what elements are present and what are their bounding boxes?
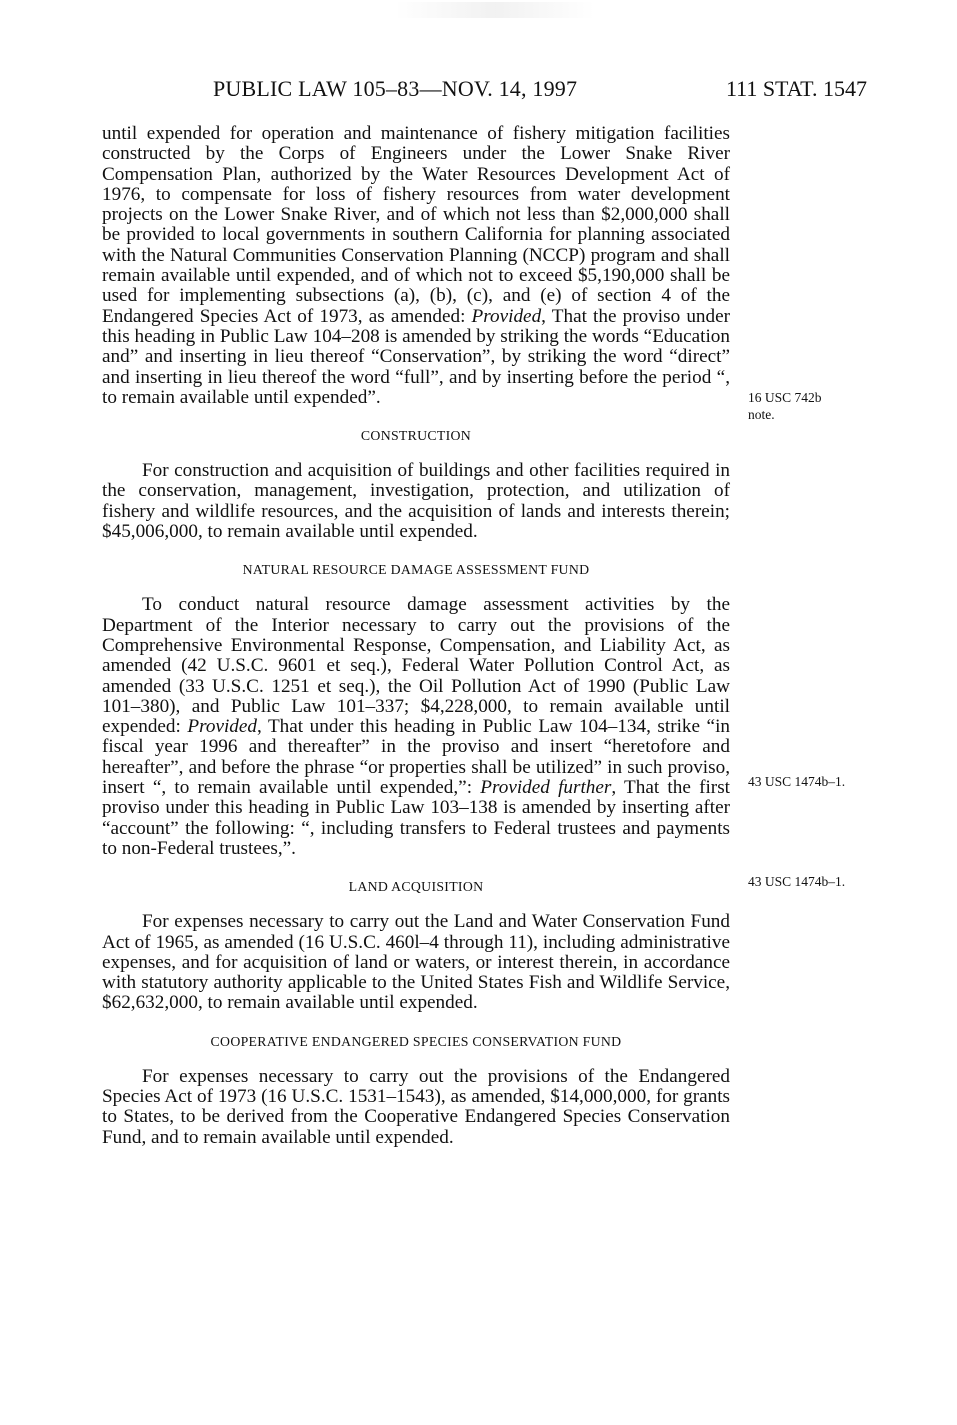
text-run: To conduct natural resource damage assessment activities by the Department of the Interior necessary to carry out the provisions of the Comprehensive Environmental Response, Compensation, and Liability Act, as amended (42 U.S.C. 9601 et seq.), Federal Water Pollution Control Act, as amended (33 U.S.C. 1251 et seq.), the Oil Pollution Act of 1990 (Public Law 101–380), and Public Law 101–337; $4,228,000, to remain available until expended: (102, 594, 730, 738)
provided-further-italic: Provided further (480, 777, 612, 799)
section-heading-cooperative-fund: COOPERATIVE ENDANGERED SPECIES CONSERVATION FUND (210, 1033, 622, 1049)
margin-note-16usc742b (748, 389, 822, 423)
section-heading-nrda: NATURAL RESOURCE DAMAGE ASSESSMENT FUND (242, 562, 590, 578)
nrda-paragraph (102, 595, 730, 859)
section-heading-land-acquisition: LAND ACQUISITION (348, 879, 484, 895)
text-run: until expended for operation and maintenance of fishery mitigation facilities constructed by the Corps of Engineers under the Lower Snake River Compensation Plan, authorized by the Water Resources Development Act of 1976, to compensate for loss of fishery resources from water development projects on the Lower Snake River, and of which not less than $2,000,000 shall be provided to local governments in southern California for planning associated with the Natural Communities Conservation Planning (NCCP) program and shall remain available until expended, and of which not to exceed $5,190,000 shall be used for implementing subsections (a), (b), (c), and (e) of section 4 of the Endangered Species Act of 1973, as amended: (102, 123, 730, 327)
margin-note-line: 16 USC 742b (748, 390, 822, 405)
provided-italic: Provided (471, 305, 542, 327)
cooperative-fund-paragraph: For expenses necessary to carry out the provisions of the Endangered Species Act of 1973 (16 U.S.C. 1531–1543), as amended, $14,000,000, for grants to States, to be derived from the Cooperative Endangered Species Conservation Fund, and to remain available until expended. (102, 1065, 730, 1148)
land-acquisition-paragraph: For expenses necessary to carry out the Land and Water Conservation Fund Act of 1965, as amended (16 U.S.C. 460l–4 through 11), including administrative expenses, and for acquisition of land or waters, or interest therein, in accordance with statutory authority applicable to the United States Fish and Wildlife Service, $62,632,000, to remain available until expended. (102, 911, 730, 1014)
running-header (0, 76, 957, 106)
header-law-citation: PUBLIC LAW 105–83—NOV. 14, 1997 (213, 76, 578, 101)
section-heading-construction: CONSTRUCTION (360, 428, 472, 444)
margin-note-43usc1474b-1-second: 43 USC 1474b–1. (748, 874, 846, 889)
continuation-paragraph (102, 124, 730, 408)
text-run: , That under this heading in Public Law 104–134, strike “in fiscal year 1996 and thereafter” in the proviso and insert “heretofore and hereafter”, and before the phrase “or properties shall be utilized” in such proviso, insert “, to remain available until expended,”: (102, 716, 730, 799)
construction-paragraph: For construction and acquisition of buildings and other facilities required in the conservation, management, investigation, protection, and utilization of fishery and wildlife resources, and the acquisition of lands and interests therein; $45,006,000, to remain available until expended. (102, 460, 730, 543)
margin-note-43usc1474b-1: 43 USC 1474b–1. (748, 774, 846, 789)
provided-italic: Provided (187, 716, 257, 738)
scan-artifact (395, 2, 595, 18)
margin-note-line: note. (748, 407, 775, 422)
document-body (102, 124, 730, 1148)
text-run: , That the first proviso under this heading in Public Law 103–138 is amended by inserting after “account” the following: “, including transfers to Federal trustees and payments to non-Federal trustees,”. (102, 777, 730, 859)
text-run: , That the proviso under this heading in Public Law 104–208 is amended by striking the words “Education and” and inserting in lieu thereof “Conservation”, by striking the word “direct” and inserting in lieu thereof the word “full”, and by inserting before the period “, to remain available until expended”. (102, 305, 731, 408)
header-statute-page: 111 STAT. 1547 (725, 76, 867, 101)
